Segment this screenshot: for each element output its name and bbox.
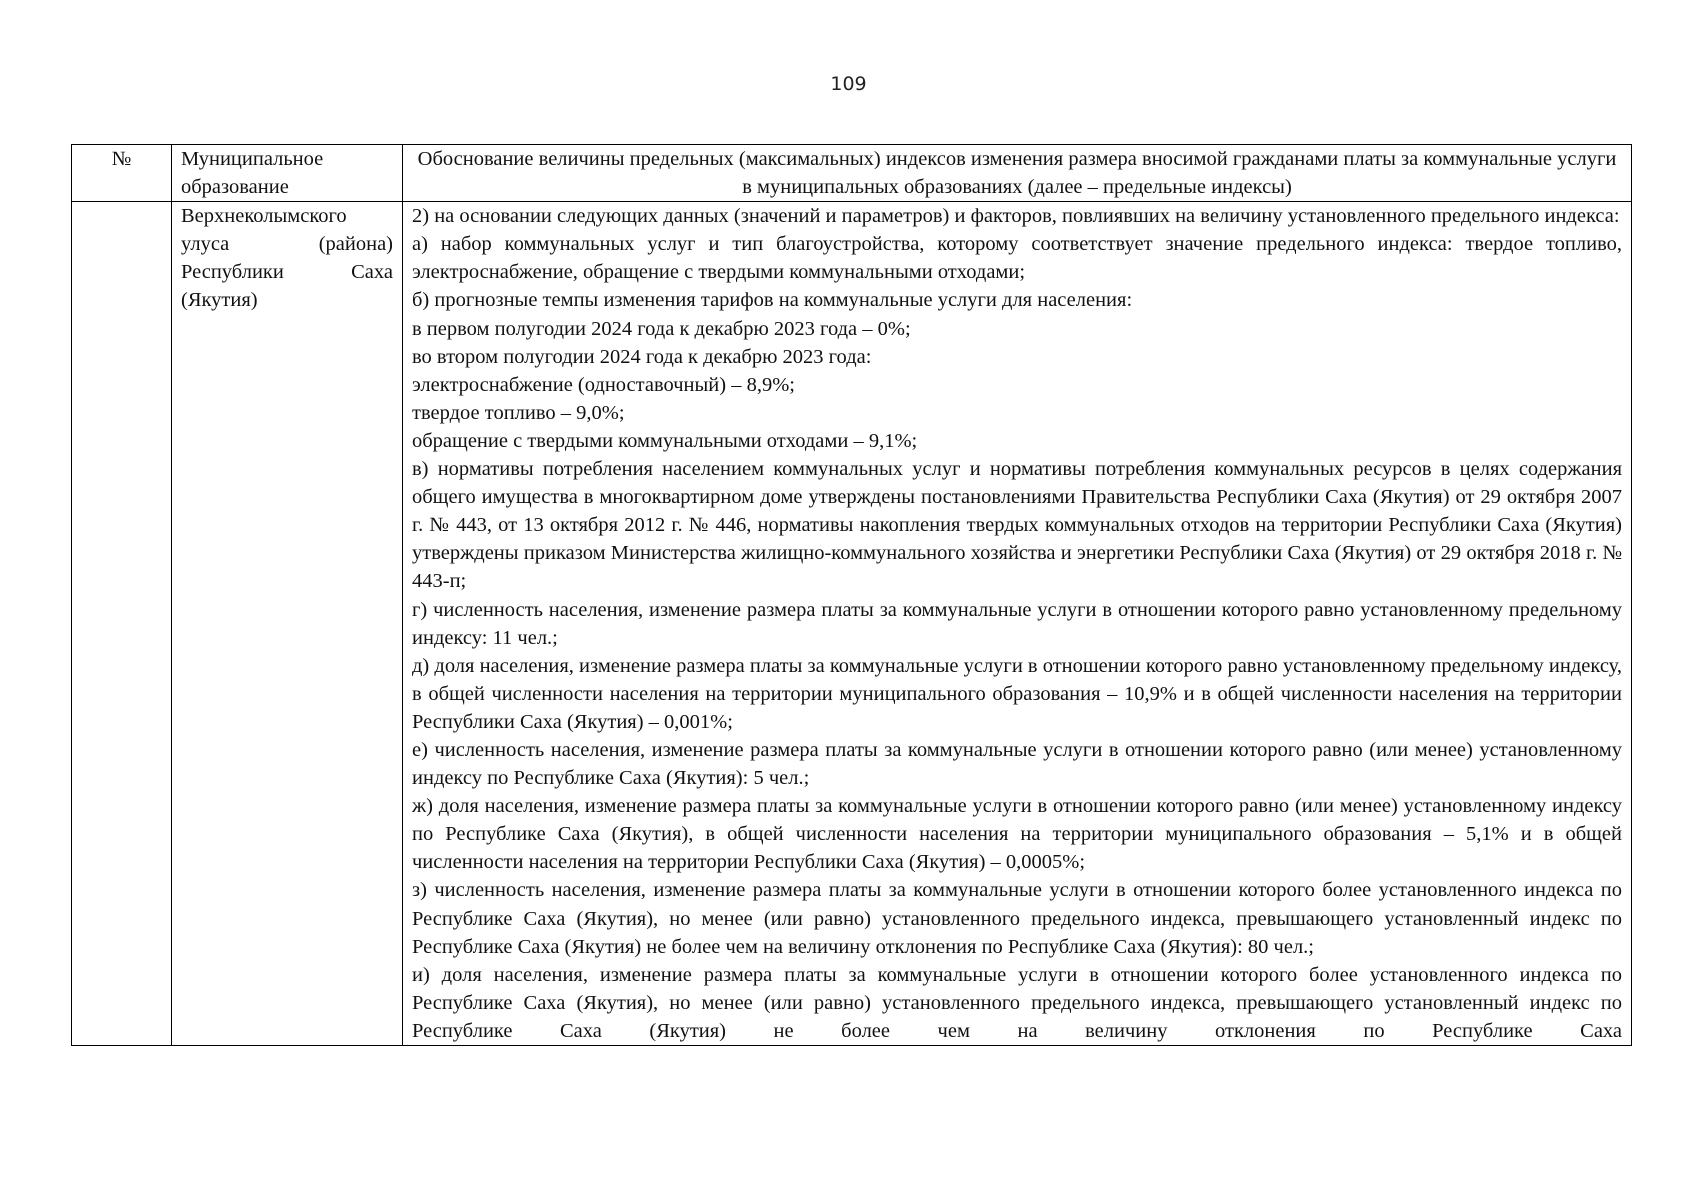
municipality-line: улуса (района) <box>181 233 393 256</box>
municipality-line: Республики Саха <box>181 261 393 284</box>
paragraph-e: е) численность населения, изменение размера платы за коммунальные услуги в отношении которого равно (или менее) установленному индексу по Республике Саха (Якутия): 5 чел.; <box>412 738 1622 790</box>
table-header-row <box>72 145 1632 202</box>
paragraph-b-waste: обращение с твердыми коммунальными отходами – 9,1%; <box>412 429 918 452</box>
paragraph-d: д) доля населения, изменение размера платы за коммунальные услуги в отношении которого равно установленному предельному индексу, в общей численности населения на территории муниципального образования – 10,9% и в общей численности населения на территории Республики Саха (Якутия) – 0,001%; <box>412 654 1622 733</box>
paragraph-z: з) численность населения, изменение размера платы за коммунальные услуги в отношении которого более установленного индекса по Республике Саха (Якутия), но менее (или равно) установленного предельного индекса, превышающего установленный индекс по Республике Саха (Якутия) не более чем на величину отклонения по Республике Саха (Якутия): 80 чел.; <box>412 879 1622 958</box>
municipality-cell <box>172 202 403 1046</box>
paragraph-i: и) доля населения, изменение размера платы за коммунальные услуги в отношении которого более установленного индекса по Республике Саха (Якутия), но менее (или равно) установленного предельного индекса, превышающего установленный индекс по Республике Саха (Якутия) не более чем на величину отклонения по Республике Саха <box>412 963 1622 1042</box>
indices-table <box>71 144 1632 1046</box>
paragraph-intro: 2) на основании следующих данных (значений и параметров) и факторов, повлиявших на величину установленного предельного индекса: <box>412 205 1620 228</box>
header-municipality: Муниципальное образование <box>172 145 403 202</box>
page-number: 109 <box>830 73 867 95</box>
municipality-line: Верхнеколымского <box>181 205 347 228</box>
municipality-line: (Якутия) <box>181 289 258 312</box>
paragraph-b-solid-fuel: твердое топливо – 9,0%; <box>412 401 625 424</box>
header-number: № <box>72 145 172 202</box>
paragraph-b-electricity: электроснабжение (одноставочный) – 8,9%; <box>412 373 795 396</box>
paragraph-g: г) численность населения, изменение размера платы за коммунальные услуги в отношении которого равно установленному предельному индексу: 11 чел.; <box>412 598 1622 649</box>
paragraph-b-second-half: во втором полугодии 2024 года к декабрю 2023 года: <box>412 345 872 368</box>
paragraph-b: б) прогнозные темпы изменения тарифов на коммунальные услуги для населения: <box>412 289 1133 312</box>
paragraph-zh: ж) доля населения, изменение размера платы за коммунальные услуги в отношении которого равно (или менее) установленному индексу по Республике Саха (Якутия), в общей численности населения на территории муниципального образования – 5,1% и в общей численности населения на территории Республики Саха (Якутия) – 0,0005%; <box>412 795 1622 874</box>
justification-cell <box>403 202 1632 1046</box>
header-justification: Обоснование величины предельных (максимальных) индексов изменения размера вносимой гражданами платы за коммунальные услуги в муниципальных образованиях (далее – предельные индексы) <box>403 145 1632 202</box>
table-row <box>72 202 1632 1046</box>
row-number-cell <box>72 202 172 1046</box>
paragraph-b-first-half: в первом полугодии 2024 года к декабрю 2023 года – 0%; <box>412 317 911 340</box>
paragraph-a: а) набор коммунальных услуг и тип благоустройства, которому соответствует значение предельного индекса: твердое топливо, электроснабжение, обращение с твердыми коммунальными отходами; <box>412 233 1622 284</box>
paragraph-v: в) нормативы потребления населением коммунальных услуг и нормативы потребления коммунальных ресурсов в целях содержания общего имущества в многоквартирном доме утверждены постановлениями Правительства Республики Саха (Якутия) от 29 октября 2007 г. № 443, от 13 октября 2012 г. № 446, нормативы накопления твердых коммунальных отходов на территории Республики Саха (Якутия) утверждены приказом Министерства жилищно-коммунального хозяйства и энергетики Республики Саха (Якутия) от 29 октября 2018 г. № 443-п; <box>412 458 1622 593</box>
